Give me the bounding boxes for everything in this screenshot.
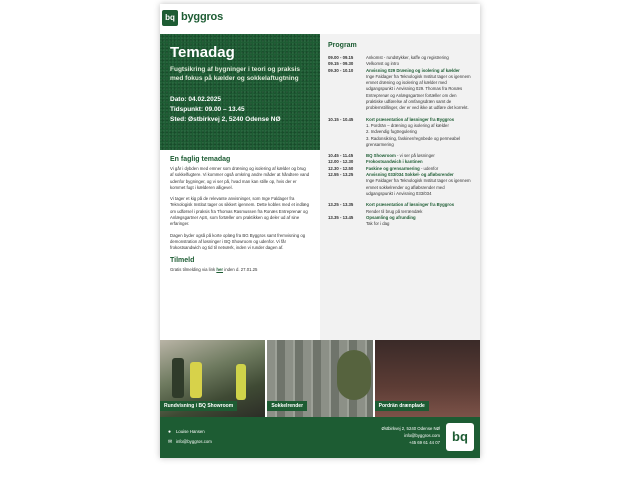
program-item-text: Render til brug på terrændæk bbox=[366, 208, 423, 214]
program-time: 12.55 - 13.25 bbox=[328, 172, 354, 178]
program-title: Program bbox=[328, 42, 357, 49]
program-description bbox=[366, 215, 472, 228]
signup-text bbox=[170, 267, 310, 272]
intro-paragraph: Dagen byder også på korte oplæg fra BG Byggros samt fremvisning og demonstration af løsninger i BQ Showroom og udenfor. Vi får frokostsandwich og tid til netværk, inden vi runder dagen af. bbox=[170, 232, 306, 251]
photo-caption: Sokkelrender bbox=[267, 401, 307, 411]
program-list bbox=[328, 55, 472, 227]
photo-pordran bbox=[375, 340, 480, 417]
footer-logo-icon: bq bbox=[446, 423, 474, 451]
event-date: Dato: 04.02.2025 bbox=[170, 96, 221, 103]
footer-phone: +45 69 61 44 07 bbox=[408, 440, 440, 445]
mail-icon: ✉ bbox=[168, 439, 173, 445]
program-time: 09.30 - 10.10 bbox=[328, 67, 354, 73]
program-item-text: - udenfor bbox=[420, 165, 439, 171]
contact-email[interactable]: info@byggros.com bbox=[176, 439, 212, 444]
photo-caption: Rundvisning i BQ Showroom bbox=[160, 401, 237, 411]
photo-strip bbox=[160, 340, 480, 417]
photo-caption: Pordrän drænplade bbox=[375, 401, 429, 411]
program-item-text: Velkomst og intro bbox=[366, 61, 399, 67]
signup-text-after: inden d. 27.01.25 bbox=[224, 266, 258, 272]
program-time: 12.30 - 12.50 bbox=[328, 165, 354, 171]
program-item-title: Kort præsentation af løsninger fra Byggros bbox=[366, 202, 455, 208]
program-time: 13.35 - 13.45 bbox=[328, 214, 354, 220]
photo-sokkelrender bbox=[267, 340, 372, 417]
footer bbox=[160, 417, 480, 458]
byggros-logo-icon: bq bbox=[162, 10, 178, 26]
program-item-title: Anvisning 029 Dræning og isolering af kælder bbox=[366, 67, 460, 73]
program-time: 13.25 - 13.35 bbox=[328, 202, 354, 208]
program-description bbox=[366, 172, 472, 197]
program-time: 09.15 - 09.30 bbox=[328, 61, 354, 67]
header-logo-bar bbox=[160, 4, 480, 34]
program-row bbox=[328, 172, 472, 197]
flyer-page bbox=[160, 4, 480, 458]
program-row bbox=[328, 117, 472, 148]
footer-address: Østbirkvej 2, 5240 Odense NØ bbox=[381, 426, 440, 431]
program-item-text: 1. Pordrän – dræning og isolering af kælder 2. Indvendig fugtregulering 3. Radonsikring, faskiner/regnbede og permeabel grensarmering bbox=[366, 122, 461, 147]
program-item-title: BQ Showroom bbox=[366, 153, 396, 159]
intro-paragraph: Vi tager et kig på de relevante anvisninger, som Inge Faldager fra Teknologisk Institut tager os sikkert igennem. Dette kobles med et indlæg om udførsel i praksis fra Thomas Rasmussen fra Ronæs Entreprenør og Anlægsgartner ApS, som fortæller om praktikken og deler ud af sine erfaringer. bbox=[170, 196, 310, 227]
photo-showroom bbox=[160, 340, 265, 417]
page-title: Temadag bbox=[170, 44, 235, 61]
program-row bbox=[328, 215, 472, 228]
person-icon: ● bbox=[168, 429, 172, 435]
intro-section bbox=[160, 150, 320, 278]
program-item-text: - vi ser på løsninger bbox=[397, 153, 435, 159]
hero-subtitle: Fugtsikring af bygninger i teori og praksis med fokus på kælder og sokkelaftugtning bbox=[170, 66, 301, 82]
program-time: 10.45 - 11.45 bbox=[328, 153, 354, 159]
program-item-text: Tak for i dag bbox=[366, 221, 390, 227]
program-description bbox=[366, 202, 472, 215]
program-section bbox=[320, 34, 480, 340]
program-item-text: Ankomst - rundstykker, kaffe og registrering bbox=[366, 55, 449, 60]
program-description bbox=[366, 117, 472, 148]
brand-name: byggros bbox=[181, 11, 223, 23]
program-item-title: Anvisning 033/034 Sokkel- og afløbsrender bbox=[366, 172, 454, 178]
event-details bbox=[170, 95, 310, 125]
signup-heading: Tilmeld bbox=[170, 256, 195, 264]
footer-address-block bbox=[381, 425, 440, 446]
intro-paragraph: Vi går i dybden med emner som dræning og isolering af kælder og brug af sokkelfugtere. Vi kommer også omkring andre måder at håndtere vand udenfor bygninger, og vi ser på, hvad man kan stille op, hvis der er kommet fugt i kælderen alligevel. bbox=[170, 166, 310, 190]
program-item-title: Faskine og grensarmering bbox=[366, 165, 420, 171]
event-place: Sted: Østbirkvej 2, 5240 Odense NØ bbox=[170, 116, 281, 123]
contact-name: Louise Hansen bbox=[176, 429, 205, 434]
program-time: 09.00 - 09.15 bbox=[328, 55, 354, 60]
program-time: 10.15 - 10.45 bbox=[328, 116, 354, 122]
program-time: 12.00 - 12.30 bbox=[328, 159, 354, 165]
signup-text-before: Gratis tilmelding via link bbox=[170, 266, 216, 272]
program-item-title: Kort præsentation af løsninger fra Byggros bbox=[366, 116, 455, 122]
program-item-text: Inge Faldager fra Teknologisk Institut tager os igennem emnet dræning og isolering af kælder med udgangspunkt i Anvisning 029. Thomas fra Ronæs Entreprenør og Anlægsgartner fortæller om den praktiske udførelse af omfangsdræn samt de problemstillinger, der er ved ikke at udføre det korrekt. bbox=[366, 73, 471, 111]
hero-banner bbox=[160, 34, 320, 150]
program-description bbox=[366, 68, 472, 112]
program-item-title: Opsamling og afrunding bbox=[366, 214, 416, 220]
program-item-text: Inge Faldager fra Teknologisk Institut tager os igennem emnet sokkelrender og afløbsrender med udgangspunkt i Anvisning 033/034 bbox=[366, 178, 471, 196]
program-row bbox=[328, 202, 472, 215]
program-item-title: Frokostsandwich i kantinen bbox=[366, 159, 423, 165]
signup-link[interactable]: her bbox=[216, 266, 224, 272]
intro-heading: En faglig temadag bbox=[170, 156, 231, 163]
footer-contact bbox=[168, 427, 212, 447]
event-time: Tidspunkt: 09.00 – 13.45 bbox=[170, 106, 245, 113]
program-row bbox=[328, 68, 472, 112]
footer-email[interactable]: info@byggros.com bbox=[404, 433, 440, 438]
